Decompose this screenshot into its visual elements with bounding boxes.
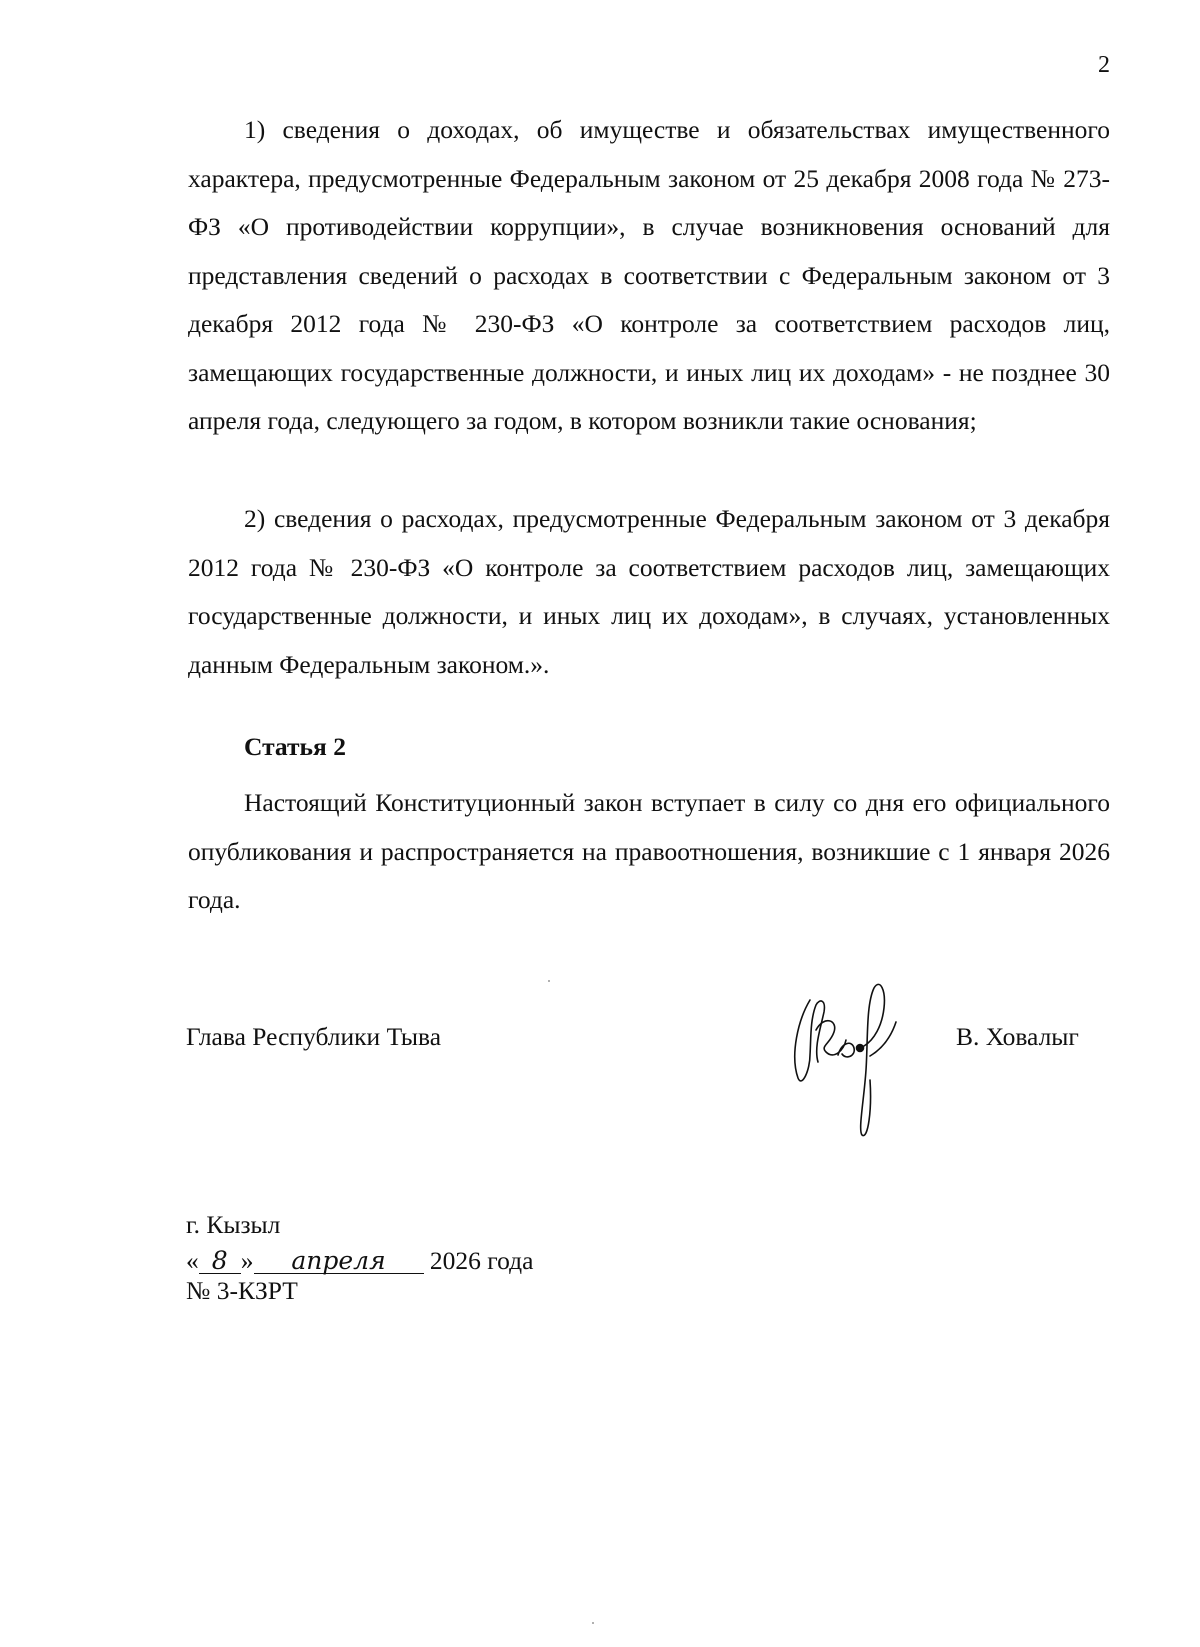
article-2-block (188, 779, 1110, 925)
clause-2-text: 2) сведения о расходах, предусмотренные Федеральным законом от 3 декабря 2012 года № 230-ФЗ «О контроле за соответствием расходов лиц, замещающих государственные должности, и иных лиц их доходам», в случаях, установленных данным Федеральным законом.». (188, 504, 1110, 679)
clause-1-block (188, 106, 1110, 446)
signatory-position: Глава Республики Тыва (186, 1022, 442, 1051)
date-year: 2026 года (429, 1246, 534, 1275)
clause-1-text: 1) сведения о доходах, об имуществе и обязательствах имущественного характера, предусмотренные Федеральным законом от 25 декабря 2008 года № 273-ФЗ «О противодействии коррупции», в случае возникновения оснований для представления сведений о расходах в соответствии с Федеральным законом от 3 декабря 2012 года № 230-ФЗ «О контроле за соответствием расходов лиц, замещающих государственные должности, и иных лиц их доходам» - не позднее 30 апреля года, следующего за годом, в котором возникли такие основания; (188, 115, 1110, 435)
article-2-text: Настоящий Конституционный закон вступает в силу со дня его официального опубликования и распространяется на правоотношения, возникшие с 1 января 2026 года. (188, 788, 1110, 914)
scan-speck (592, 1622, 594, 1624)
article-heading: Статья 2 (244, 732, 346, 761)
date-day: 8 (199, 1249, 241, 1274)
signing-date (186, 1246, 533, 1276)
scan-speck (548, 980, 550, 982)
place-of-signing: г. Кызыл (186, 1210, 281, 1239)
page-number: 2 (1098, 52, 1110, 78)
date-month: апреля (254, 1249, 424, 1274)
clause-2-block (188, 495, 1110, 689)
date-close-quote: » (240, 1246, 254, 1275)
signatory-name: В. Ховалыг (956, 1022, 1079, 1051)
date-open-quote: « (186, 1246, 199, 1275)
handwritten-signature (780, 960, 920, 1140)
law-number: № 3-КЗРТ (186, 1276, 298, 1305)
